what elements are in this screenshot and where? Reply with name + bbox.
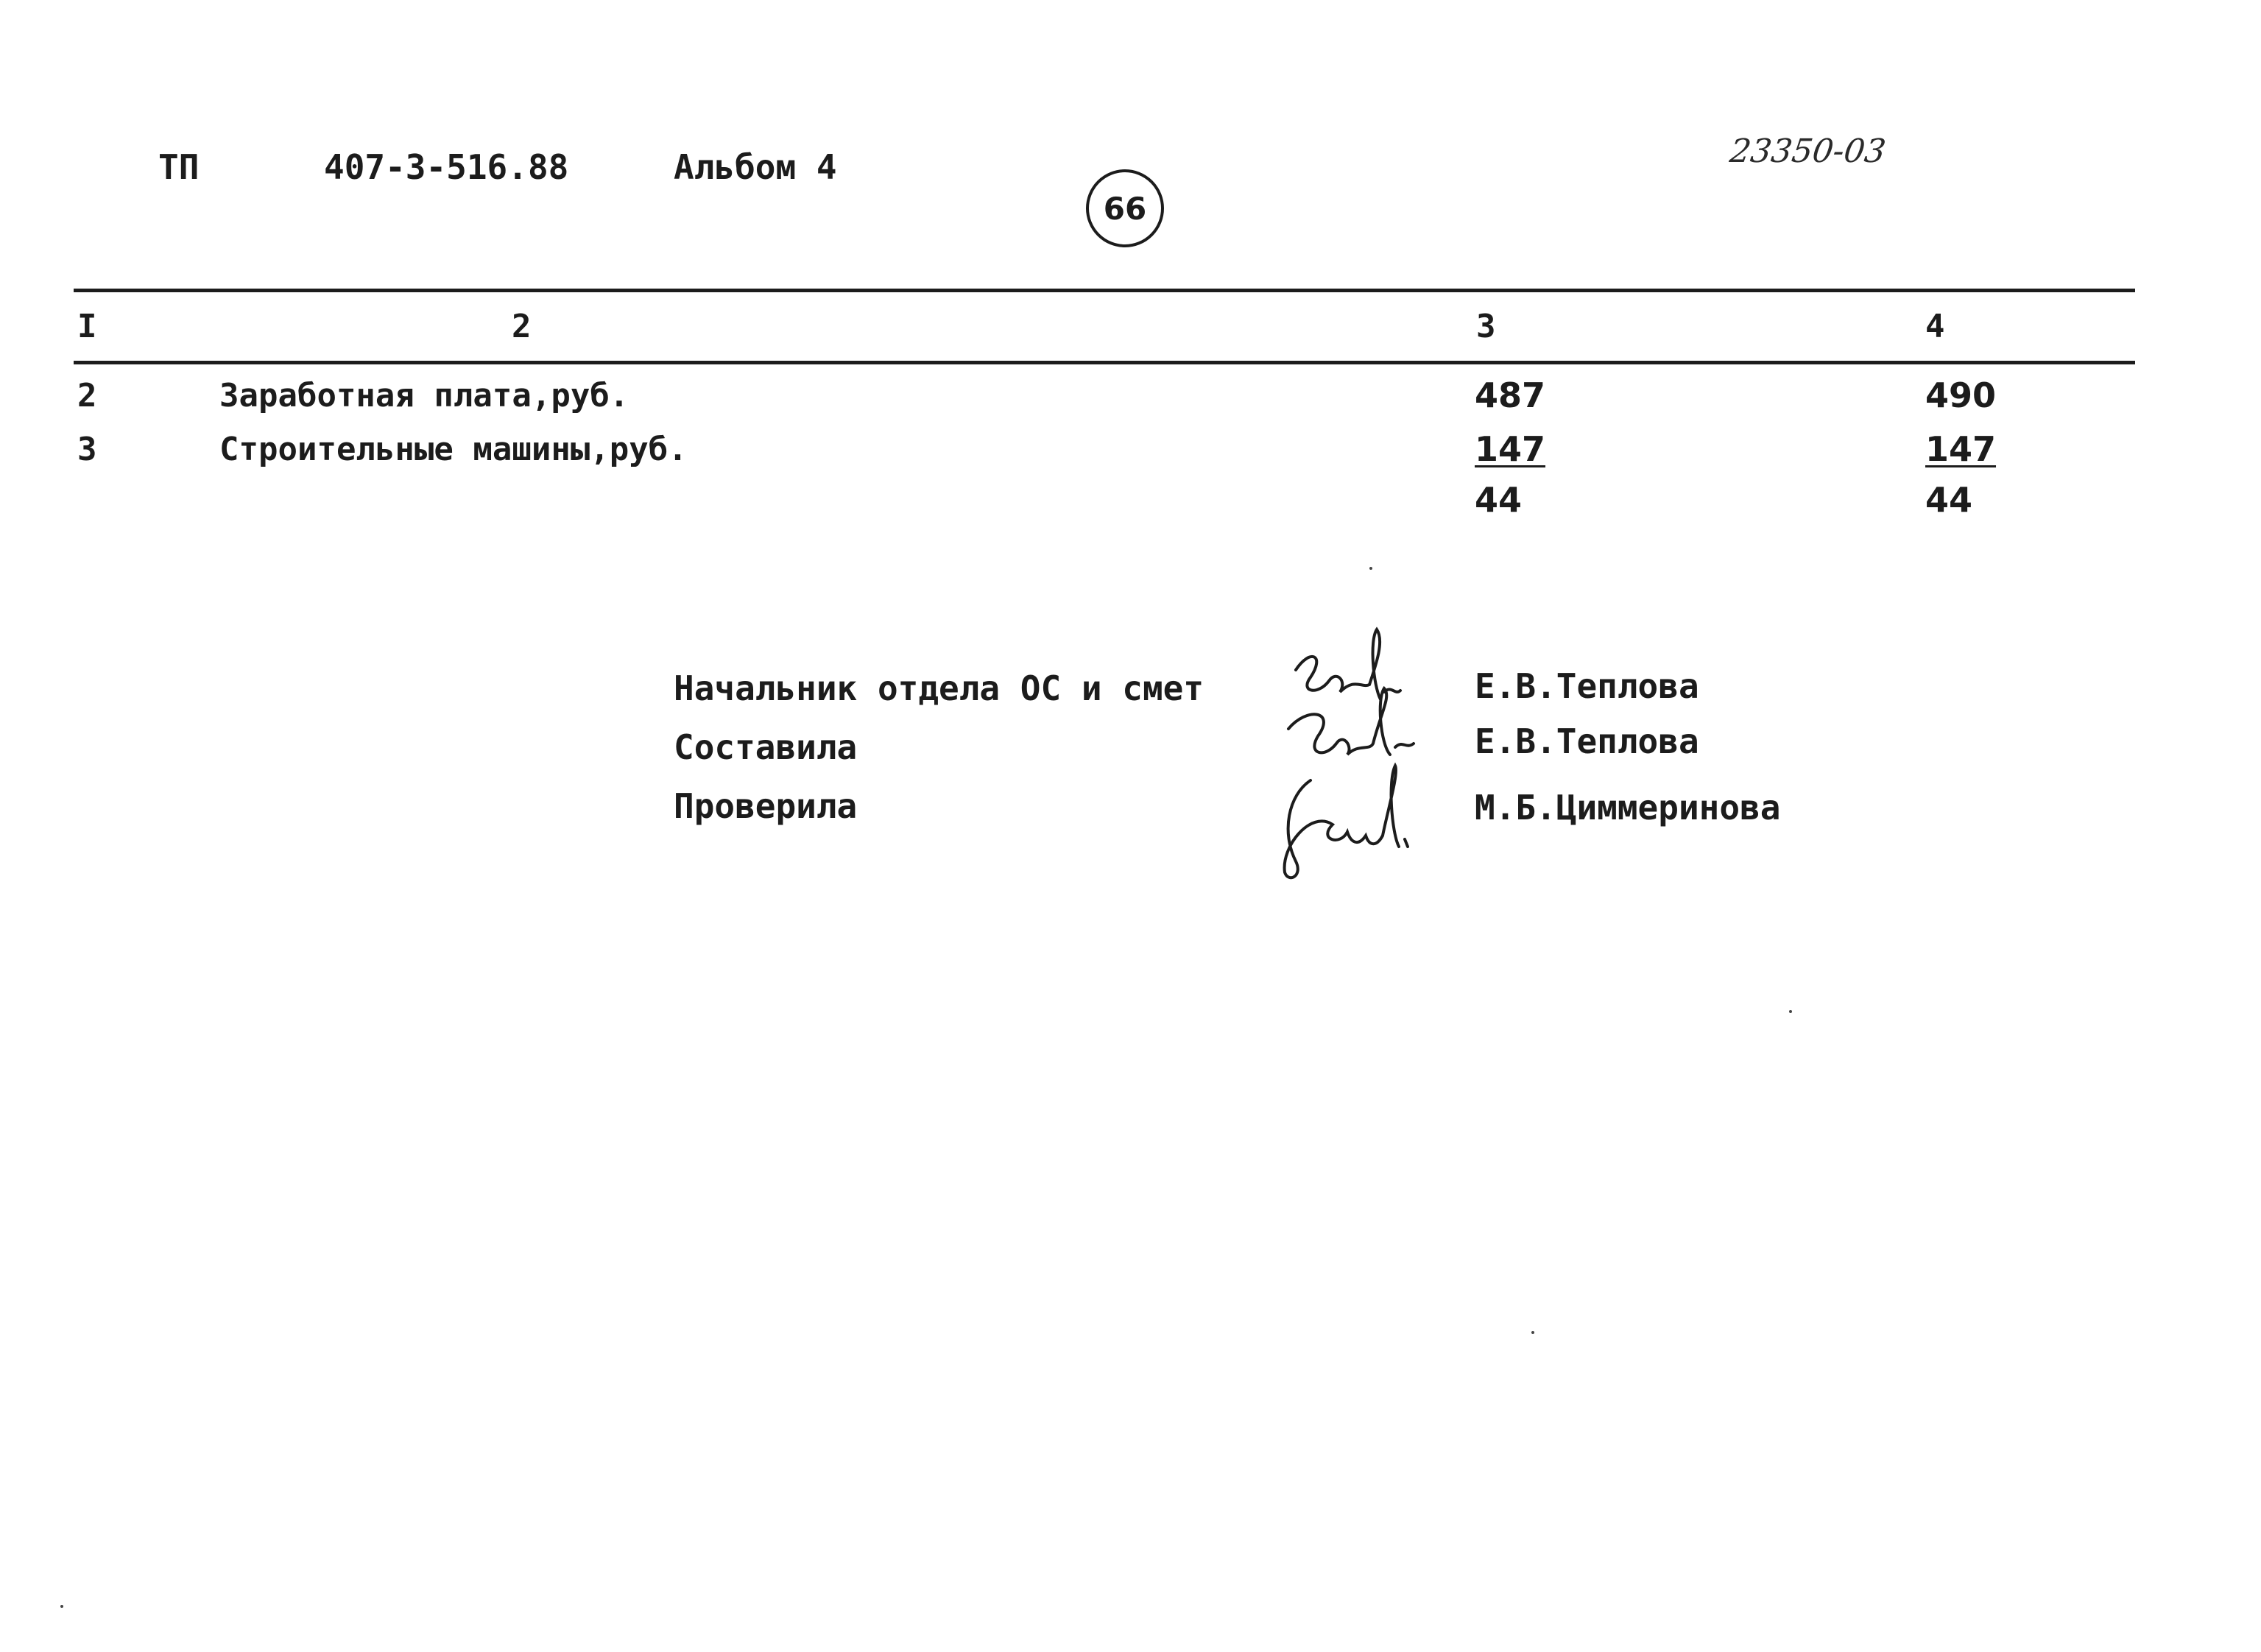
row-name: Заработная плата,руб. bbox=[219, 377, 629, 414]
row-number: 2 bbox=[77, 377, 97, 414]
signature-name-checker: М.Б.Циммеринова bbox=[1475, 788, 1781, 827]
handwritten-signatures bbox=[1266, 626, 1458, 891]
row-name: Строительные машины,руб. bbox=[219, 431, 688, 468]
scan-speck bbox=[1531, 1331, 1534, 1334]
page-number: 66 bbox=[1086, 169, 1164, 247]
signature-role-author: Составила bbox=[674, 727, 858, 767]
row-col4-value: 147 bbox=[1925, 429, 1997, 469]
column-number-4: 4 bbox=[1925, 308, 1945, 345]
scan-speck bbox=[1369, 567, 1372, 570]
column-number-2: 2 bbox=[512, 308, 532, 345]
signature-name-author: Е.В.Теплова bbox=[1475, 721, 1699, 761]
signature-role-head: Начальник отдела ОС и смет bbox=[674, 668, 1204, 708]
scan-speck bbox=[60, 1605, 63, 1608]
archive-number: 23350-03 bbox=[1727, 133, 1888, 170]
album-label: Альбом 4 bbox=[674, 147, 837, 187]
document-series: ТП bbox=[158, 147, 200, 187]
row-col4-value: 490 bbox=[1925, 375, 1997, 415]
signature-name-head: Е.В.Теплова bbox=[1475, 666, 1699, 706]
row-col3-value: 487 bbox=[1475, 375, 1546, 415]
column-number-1: I bbox=[77, 308, 97, 345]
row-col3-value: 147 bbox=[1475, 429, 1546, 469]
column-number-3: 3 bbox=[1476, 308, 1496, 345]
row-number: 3 bbox=[77, 431, 97, 468]
table-top-rule bbox=[74, 289, 2135, 292]
signature-role-checker: Проверила bbox=[674, 786, 858, 826]
subvalue-col3: 44 bbox=[1475, 480, 1523, 520]
scan-speck bbox=[1789, 1010, 1792, 1013]
project-code: 407-3-516.88 bbox=[324, 147, 569, 187]
subvalue-col4: 44 bbox=[1925, 480, 1973, 520]
table-header-rule bbox=[74, 361, 2135, 364]
